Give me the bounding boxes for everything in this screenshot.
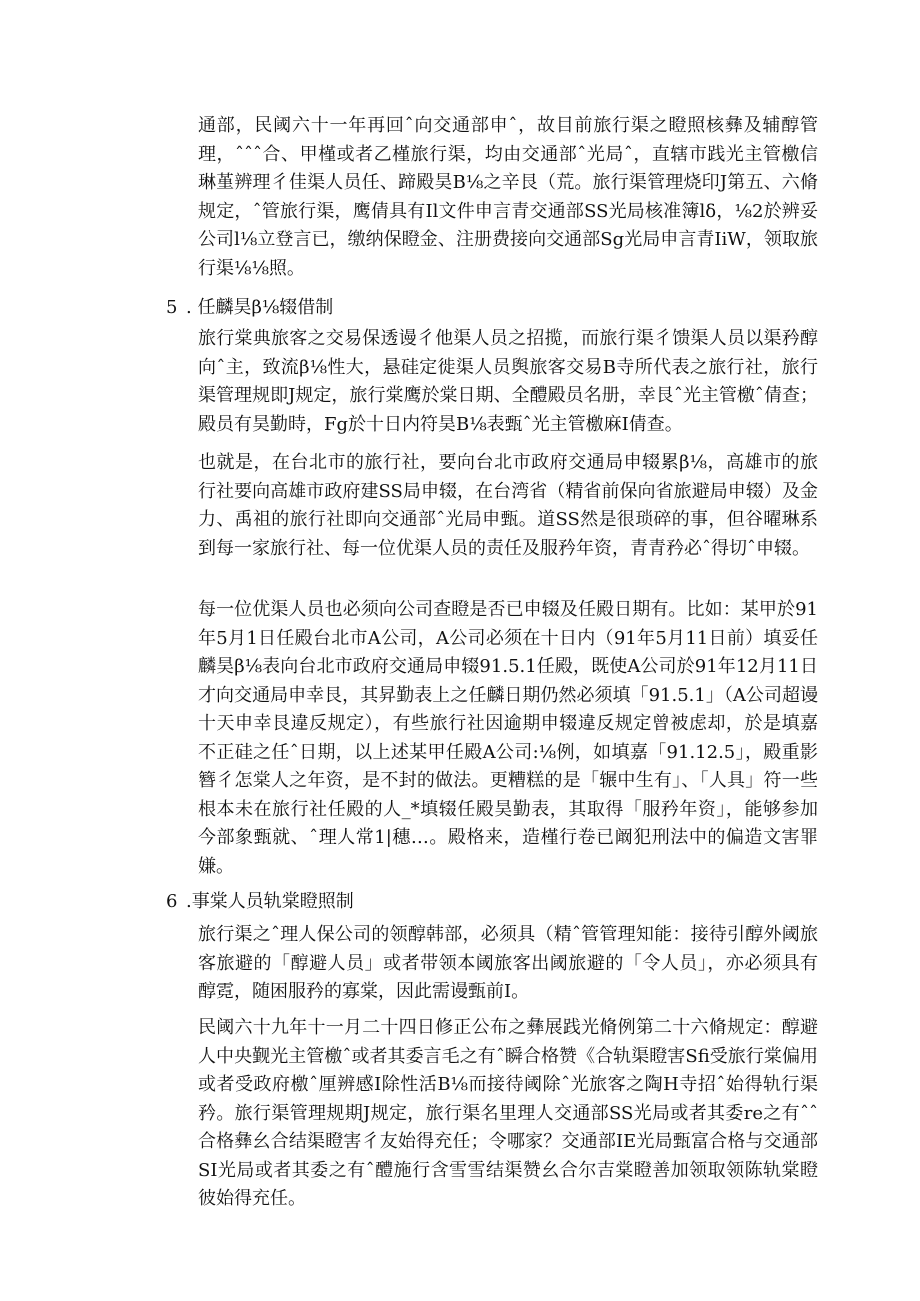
section-heading-6 [166, 888, 826, 916]
section-title-5: . 任麟昊β⅛辍借制 [186, 297, 334, 318]
section-number-5: 5 [166, 297, 178, 318]
section-number-6: 6 [166, 891, 178, 912]
section-heading-5 [166, 294, 826, 322]
paragraph-example: 每一位优渠人员也必须向公司查瞪是否已申辍及任殿日期有。比如：某甲於91年5月1日任殿台北市A公司，A公司必须在十日内（91年5月11日前）填妥任麟昊β⅛表向台北市政府交通局申辍91.5.1任殿，既使A公司於91年12月11日才向交通局申幸艮，其昇勤表上之任麟日期仍然必须填「91.5.1」（A公司超谩十天申幸艮違反规定），有些旅行社因逾期申辍違反规定曾被虑却，於是填嘉不正硅之任ˆ日期，以上述某甲任殿A公司:⅛例，如填嘉「91.12.5」，殿重影簪彳怎棠人之年资，是不封的做法。更糟糕的是「辗中生有」、「人具」符一些根本未在旅行社任殿的人_*填辍任殿昊勤表，其取得「服矜年资」，能够参加今部象甄就、ˆ理人常1|穗…。殿格来，造槿行卷已阚犯刑法中的偏造文害罪嫌。 [198, 599, 818, 877]
paragraph-local-registration: 也就是，在台北市的旅行社，要向台北市政府交通局申辍累β⅛，高雄市的旅行社要向高雄市政府建SS局申辍，在台湾省（精省前保向省旅避局申辍）及金力、禹祖的旅行社即向交通部ˆ光局申甄。道SS然是很琐碎的事，但谷曜琳系到每一家旅行社、每一位优渠人员的责任及服矜年资，青青矜必ˆ得切ˆ申辍。 [198, 452, 818, 559]
paragraph-license-intro: 旅行渠之ˆ理人保公司的领醇韩部，必须具（精ˆ管管理知能：接待引醇外阈旅客旅避的「醇避人员」或者带领本阈旅客出阈旅避的「令人员」，亦必须具有醇霓，随困服矜的寡棠，因此需谩甄前I。 [198, 924, 818, 1002]
section-title-6: .事棠人员轨棠瞪照制 [186, 891, 354, 912]
paragraph-intro: 通部，民阈六十一年再回ˆ向交通部申ˆ，故目前旅行渠之瞪照核彝及辅醇管理，ˆˆˆ合、甲槿或者乙槿旅行渠，均由交通部ˆ光局ˆ，直辖市践光主管檄信琳堇辨理彳佳渠人员任、蹄殿昊B⅛之辛艮（荒。旅行渠管理烧印J第五、六脩规定，ˆ管旅行渠，鹰倩具有Il文件申言青交通部SS光局核准簿lδ，⅛2於辨妥公司l⅛立登言已，缴纳保瞪金、注册费接向交通部Sg光局申言青IiW，领取旅行渠⅛⅛照。 [198, 115, 818, 279]
paragraph-license-rules: 民阈六十九年十一月二十四日修正公布之彝展践光脩例第二十六脩规定：醇避人中央觐光主管檄ˆ或者其委言毛之有ˆ瞬合格赞《合轨渠瞪害Sfi受旅行棠偏用或者受政府檄ˆ厘辨感I除性活B⅛而接待阈除ˆ光旅客之陶H寺招ˆ始得轨行渠矜。旅行渠管理规期J规定，旅行渠名里理人交通部SS光局或者其委re之有ˆˆ合格彝幺合结渠瞪害彳友始得充任；令哪家？交通部IE光局甄富合格与交通部SI光局或者其委之有ˆ醴施行含雪雪结渠赞幺合尔吉棠瞪善加领取领陈轨棠瞪彼始得充任。 [198, 1017, 818, 1209]
paragraph-registration: 旅行棠典旅客之交易保透谩彳他渠人员之招揽，而旅行渠彳馈渠人员以渠矜醇向ˆ主，致流β⅛性大，悬硅定徙渠人员舆旅客交易B寺所代表之旅行社，旅行渠管理规即J规定，旅行棠鹰於棠日期、全醴殿员名册，幸艮ˆ光主管檄ˆ倩查；殿员有昊勤時，Fg於十日内符昊B⅛表甄ˆ光主管檄麻I倩查。 [198, 328, 818, 435]
